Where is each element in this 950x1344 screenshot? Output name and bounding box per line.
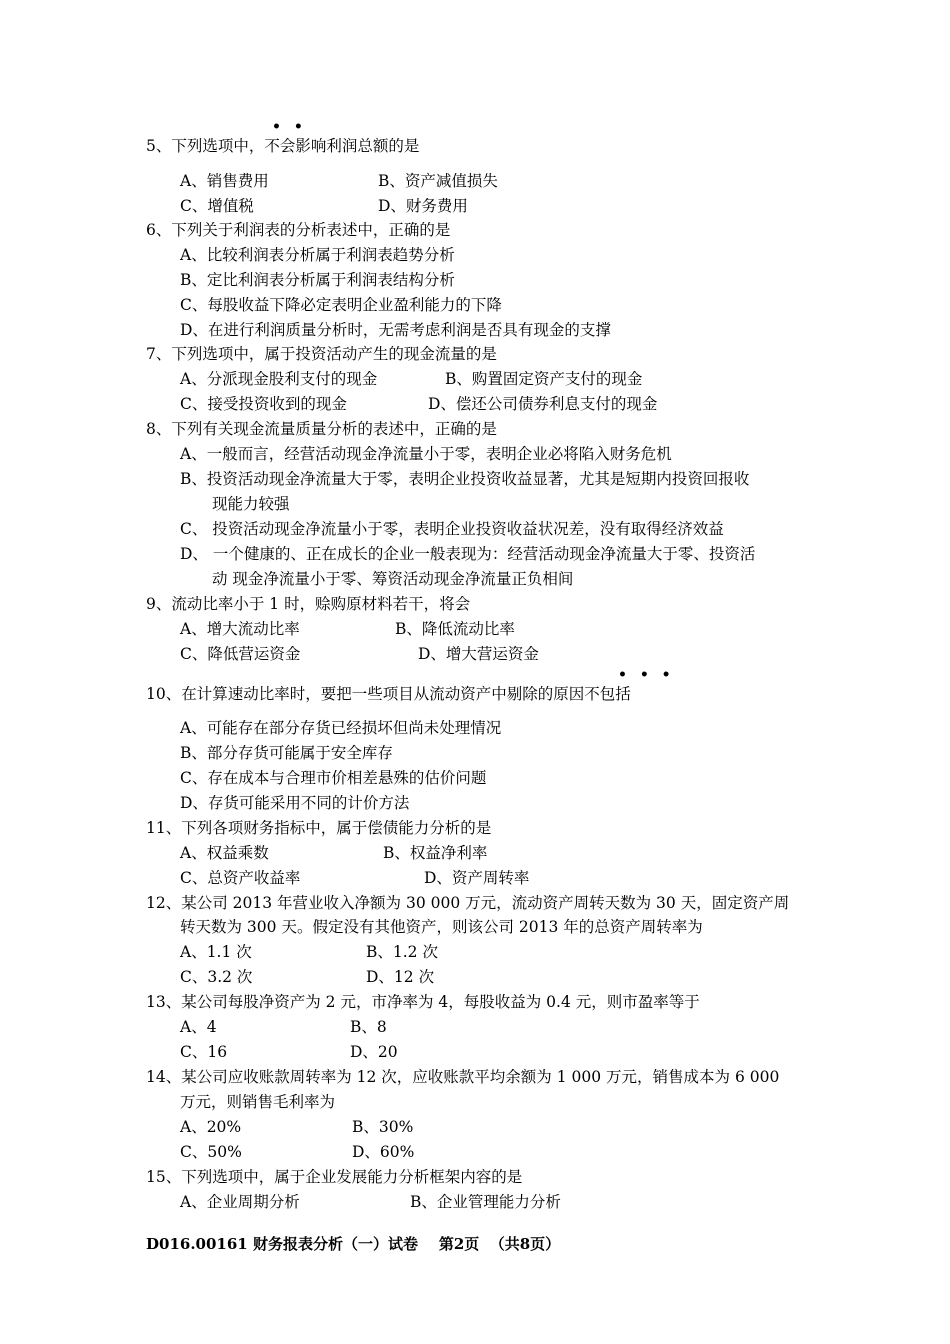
q11-option-b: B、权益净利率: [383, 844, 488, 862]
q12-option-a: A、1.1 次: [180, 943, 252, 961]
q9-option-c: C、降低营运资金: [180, 645, 301, 663]
page-footer: D016.00161 财务报表分析（一）试卷 第2页 （共8页）: [146, 1235, 561, 1253]
q14-option-c: C、50%: [180, 1143, 242, 1161]
question-15-stem: 15、下列选项中，属于企业发展能力分析框架内容的是: [146, 1168, 523, 1186]
q15-option-b: B、企业管理能力分析: [410, 1193, 561, 1211]
q11-option-d: D、资产周转率: [424, 869, 530, 887]
q6-option-b: B、定比利润表分析属于利润表结构分析: [180, 271, 455, 289]
q13-option-a: A、4: [180, 1018, 217, 1036]
question-5-stem: 5、下列选项中，不会影响利润总额的是: [146, 137, 420, 155]
q12-option-c: C、3.2 次: [180, 968, 253, 986]
q10-option-d: D、存货可能采用不同的计价方法: [180, 794, 410, 812]
question-11-stem: 11、下列各项财务指标中，属于偿债能力分析的是: [146, 819, 492, 837]
q8-option-c: C、 投资活动现金净流量小于零，表明企业投资收益状况差，没有取得经济效益: [180, 520, 724, 538]
q6-option-d: D、在进行利润质量分析时，无需考虑利润是否具有现金的支撑: [180, 321, 611, 339]
q8-option-b-cont: 现能力较强: [212, 495, 290, 513]
q7-option-b: B、购置固定资产支付的现金: [445, 370, 643, 388]
emphasis-dots: • •: [272, 119, 307, 135]
q9-option-b: B、降低流动比率: [395, 620, 515, 638]
question-9-stem: 9、流动比率小于 1 时，赊购原材料若干，将会: [146, 595, 471, 613]
q14-option-d: D、60%: [352, 1143, 415, 1161]
q8-option-d: D、 一个健康的、正在成长的企业一般表现为：经营活动现金净流量大于零、投资活: [180, 545, 756, 563]
q8-option-a: A、一般而言，经营活动现金净流量小于零，表明企业必将陷入财务危机: [180, 445, 672, 463]
q11-option-c: C、总资产收益率: [180, 869, 301, 887]
question-12-stem: 12、某公司 2013 年营业收入净额为 30 000 万元，流动资产周转天数为 30 天，固定资产周: [146, 894, 790, 912]
q14-option-a: A、20%: [180, 1118, 242, 1136]
question-14-stem-cont: 万元，则销售毛利率为: [180, 1093, 336, 1111]
q5-option-d: D、财务费用: [378, 197, 468, 215]
q6-option-a: A、比较利润表分析属于利润表趋势分析: [180, 246, 455, 264]
q13-option-c: C、16: [180, 1043, 228, 1061]
q7-option-d: D、偿还公司债券利息支付的现金: [428, 395, 658, 413]
q9-option-d: D、增大营运资金: [418, 645, 539, 663]
q11-option-a: A、权益乘数: [180, 844, 269, 862]
question-12-stem-cont: 转天数为 300 天。假定没有其他资产，则该公司 2013 年的总资产周转率为: [180, 918, 703, 936]
q13-option-b: B、8: [350, 1018, 387, 1036]
q15-option-a: A、企业周期分析: [180, 1193, 300, 1211]
q8-option-b: B、投资活动现金净流量大于零，表明企业投资收益显著，尤其是短期内投资回报收: [180, 470, 750, 488]
q10-option-a: A、可能存在部分存货已经损坏但尚未处理情况: [180, 719, 502, 737]
question-7-stem: 7、下列选项中，属于投资活动产生的现金流量的是: [146, 345, 497, 363]
question-8-stem: 8、下列有关现金流量质量分析的表述中，正确的是: [146, 420, 497, 438]
q5-option-c: C、增值税: [180, 197, 254, 215]
q5-option-a: A、销售费用: [180, 172, 269, 190]
q8-option-d-cont: 动 现金净流量小于零、筹资活动现金净流量正负相间: [212, 570, 574, 588]
q12-option-d: D、12 次: [366, 968, 435, 986]
question-10-stem: 10、在计算速动比率时，要把一些项目从流动资产中剔除的原因不包括: [146, 685, 631, 703]
question-13-stem: 13、某公司每股净资产为 2 元，市净率为 4，每股收益为 0.4 元，则市盈率等于: [146, 993, 700, 1011]
q5-option-b: B、资产减值损失: [378, 172, 498, 190]
q6-option-c: C、每股收益下降必定表明企业盈利能力的下降: [180, 296, 502, 314]
question-14-stem: 14、某公司应收账款周转率为 12 次，应收账款平均余额为 1 000 万元，销售成本为 6 000: [146, 1068, 780, 1086]
question-6-stem: 6、下列关于利润表的分析表述中，正确的是: [146, 221, 451, 239]
q10-option-c: C、存在成本与合理市价相差悬殊的估价问题: [180, 769, 487, 787]
q10-option-b: B、部分存货可能属于安全库存: [180, 744, 393, 762]
q9-option-a: A、增大流动比率: [180, 620, 300, 638]
q7-option-a: A、分派现金股利支付的现金: [180, 370, 378, 388]
emphasis-dots: • • •: [618, 667, 675, 683]
q7-option-c: C、接受投资收到的现金: [180, 395, 347, 413]
q12-option-b: B、1.2 次: [366, 943, 438, 961]
q14-option-b: B、30%: [352, 1118, 414, 1136]
q13-option-d: D、20: [350, 1043, 398, 1061]
